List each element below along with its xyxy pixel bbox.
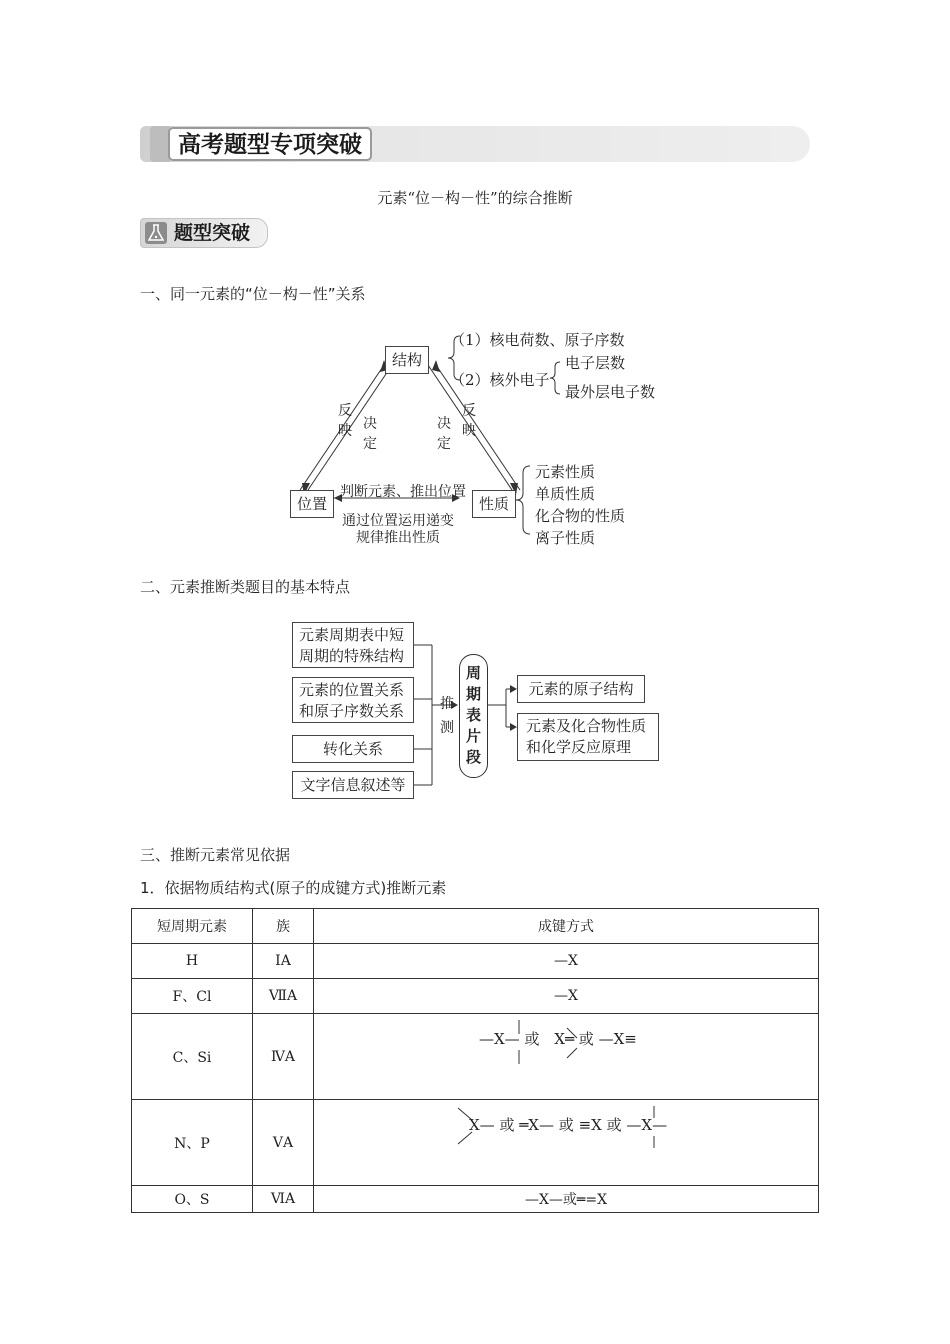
property-item-2: 单质性质 [535, 485, 596, 503]
feature-box-3 [292, 735, 414, 763]
node-property: 性质 [472, 490, 516, 518]
table-header-row [132, 909, 819, 944]
result-box-2-line1: 元素及化合物性质 [526, 717, 647, 735]
property-item-4: 离子性质 [535, 529, 596, 547]
cell-group: ⅦA [253, 979, 314, 1014]
right-arrow-down-label: 决定 [437, 416, 451, 452]
cell-element: F、Cl [132, 979, 253, 1014]
structure-item-2: （2）核外电子 [450, 371, 550, 389]
bond-part: ═X— [519, 1116, 554, 1134]
feature-box-2-line2: 和原子序数关系 [299, 702, 405, 720]
node-position: 位置 [290, 490, 334, 518]
left-arrow-down-label: 决定 [363, 416, 377, 452]
feature-box-3-label: 转化关系 [322, 740, 383, 758]
section3-subheading: 1．依据物质结构式(原子的成键方式)推断元素 [140, 879, 447, 897]
result-box-1-label: 元素的原子结构 [528, 680, 634, 698]
bond-part: 或 [524, 1030, 540, 1048]
feature-box-4 [292, 771, 414, 799]
property-item-3: 化合物的性质 [535, 507, 626, 525]
center-char-5: 段 [465, 748, 481, 766]
bond-part: X═ [554, 1030, 574, 1048]
electron-item-1: 电子层数 [565, 354, 626, 372]
bond-structure-text [469, 1114, 667, 1135]
feature-box-2-line1: 元素的位置关系 [299, 681, 405, 699]
bond-part: 或 [606, 1116, 622, 1134]
header-bond: 成键方式 [314, 909, 819, 944]
feature-box-1 [292, 622, 414, 668]
cell-group: ⅣA [253, 1014, 314, 1100]
feature-box-1-line1: 元素周期表中短 [299, 626, 405, 644]
result-box-2 [517, 713, 659, 761]
result-box-2-line2: 和化学反应原理 [526, 738, 632, 756]
table-row [132, 979, 819, 1014]
bond-structure-text [479, 1028, 637, 1049]
arrow-label-top: 推 [440, 696, 454, 712]
cell-bond: —X—或═=X [314, 1186, 819, 1213]
page-subtitle: 元素“位－构－性”的综合推断 [377, 189, 573, 207]
flask-icon [145, 222, 167, 244]
cell-element: N、P [132, 1100, 253, 1186]
table-row [132, 944, 819, 979]
cell-bond: —X [314, 944, 819, 979]
center-char-2: 期 [465, 685, 481, 703]
table-row [132, 1186, 819, 1213]
bond-part: 或 [499, 1116, 515, 1134]
cell-bond [314, 1100, 819, 1186]
arrow-label-bottom: 测 [440, 720, 454, 736]
center-char-3: 表 [465, 706, 481, 724]
table-row [132, 1100, 819, 1186]
cell-element: C、Si [132, 1014, 253, 1100]
left-arrow-up-label: 反映 [338, 403, 352, 439]
electron-item-2: 最外层电子数 [565, 383, 656, 401]
cell-element: O、S [132, 1186, 253, 1213]
header-group: 族 [253, 909, 314, 944]
cell-bond [314, 1014, 819, 1100]
badge-label: 题型突破 [174, 222, 251, 244]
node-structure: 结构 [385, 346, 429, 374]
bottom-top-label: 判断元素、推出位置 [340, 484, 466, 500]
cell-element: H [132, 944, 253, 979]
periodic-table-fragment [459, 654, 488, 778]
banner-tab [150, 126, 170, 162]
bond-part: 或 [578, 1030, 594, 1048]
cell-bond: —X [314, 979, 819, 1014]
structure-item-1: （1）核电荷数、原子序数 [450, 331, 625, 349]
section2-heading: 二、元素推断类题目的基本特点 [140, 578, 351, 596]
bonding-table [131, 908, 819, 1213]
feature-box-2 [292, 677, 414, 723]
cell-group: ⅤA [253, 1100, 314, 1186]
bond-part: 或 [558, 1116, 574, 1134]
section1-heading: 一、同一元素的“位－构－性”关系 [140, 285, 366, 303]
center-char-4: 片 [465, 727, 481, 745]
right-arrow-up-label: 反映 [462, 403, 476, 439]
bond-part: ≡X [578, 1116, 602, 1134]
cell-group: ⅠA [253, 944, 314, 979]
bond-part: —X≡ [598, 1030, 637, 1048]
cell-group: ⅥA [253, 1186, 314, 1213]
header-element: 短周期元素 [132, 909, 253, 944]
table-row [132, 1014, 819, 1100]
center-char-1: 周 [465, 664, 481, 682]
bottom-label-line2: 规律推出性质 [356, 530, 440, 546]
feature-box-1-line2: 周期的特殊结构 [299, 647, 405, 665]
property-item-1: 元素性质 [535, 463, 596, 481]
feature-box-4-label: 文字信息叙述等 [300, 776, 406, 794]
bottom-label-line1: 通过位置运用递变 [342, 513, 454, 529]
bond-part: —X— [479, 1030, 520, 1048]
bond-part: —X— [626, 1116, 668, 1134]
banner-title: 高考题型专项突破 [168, 127, 372, 161]
result-box-1 [517, 675, 645, 703]
section3-heading: 三、推断元素常见依据 [140, 846, 291, 864]
bond-part: X— [469, 1116, 495, 1134]
